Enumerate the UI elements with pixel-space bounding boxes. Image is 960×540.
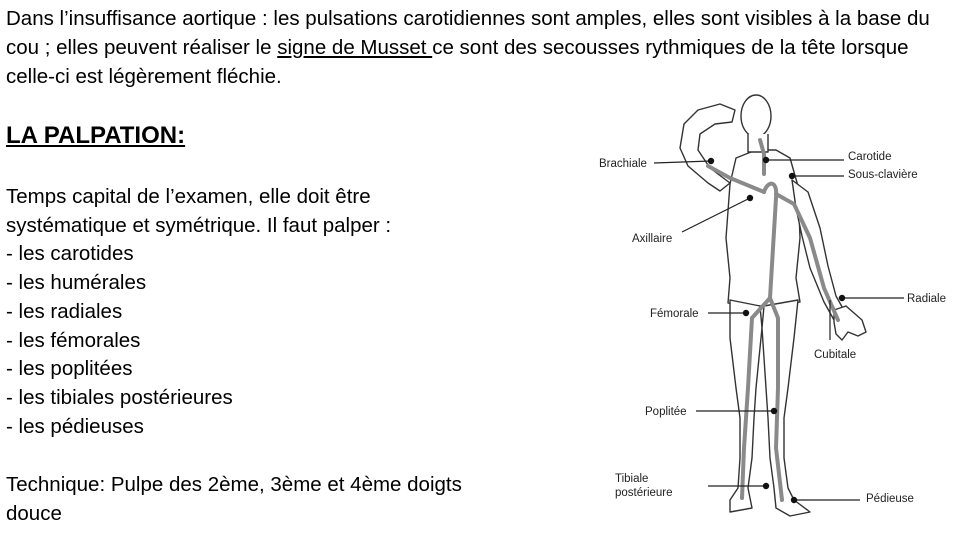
body-line: Temps capital de l’examen, elle doit être — [6, 185, 371, 208]
palpation-body — [6, 183, 476, 441]
pulse-dot-tibiale — [763, 483, 769, 489]
label-tibiale-line2: postérieure — [615, 487, 673, 499]
pulse-dot-axillaire — [747, 195, 753, 201]
list-item-tibiales: - les tibiales postérieures — [6, 385, 233, 409]
list-item-femorales: - les fémorales — [6, 328, 141, 352]
list-item-humerales: - les humérales — [6, 271, 147, 295]
musset-sign-link: signe de Musset — [277, 36, 433, 59]
list-item-poplitees: - les poplitées — [6, 357, 133, 381]
label-brachiale: Brachiale — [599, 158, 647, 170]
pulse-dot-brachiale — [708, 158, 714, 164]
neck — [748, 134, 768, 152]
label-pedieuse: Pédieuse — [866, 493, 914, 505]
label-carotide: Carotide — [848, 151, 892, 163]
intro-text-end: ce sont des secousses rythmiques de la tête lorsque celle-ci est légèrement fléchie. — [6, 36, 909, 88]
body-diagram — [580, 88, 960, 540]
label-femorale: Fémorale — [650, 308, 699, 320]
list-item-pedieuses: - les pédieuses — [6, 414, 144, 438]
head — [741, 95, 771, 137]
palpation-heading: LA PALPATION: — [6, 122, 186, 149]
label-tibiale-line1: Tibiale — [615, 473, 649, 485]
label-cubitale: Cubitale — [814, 349, 857, 361]
pulse-points-figure — [580, 88, 960, 540]
label-radiale: Radiale — [907, 293, 946, 305]
label-poplitee: Poplitée — [645, 406, 687, 418]
pulse-dot-pedieuse — [791, 497, 797, 503]
hand — [834, 306, 866, 340]
technique-text: Technique: Pulpe des 2ème, 3ème et 4ème doigts douce — [6, 473, 462, 525]
label-axillaire: Axillaire — [632, 233, 673, 245]
intro-paragraph — [6, 4, 956, 91]
list-item-radiales: - les radiales — [6, 299, 123, 323]
pulse-dot-femorale — [743, 310, 749, 316]
label-sous-claviere: Sous-clavière — [848, 169, 918, 181]
left-leg — [762, 300, 810, 516]
pulse-dot-poplitee — [771, 408, 777, 414]
pulse-dot-radiale — [839, 295, 845, 301]
list-item-carotides: - les carotides — [6, 242, 134, 266]
body-line: systématique et symétrique. Il faut palper : — [6, 213, 392, 237]
intro-text-start: Dans l’insuffisance aortique : les pulsations carotidiennes sont amples, elles sont visibles à la base du cou ; elles peuvent réaliser le — [6, 7, 930, 59]
pulse-dot-sous-claviere — [789, 173, 795, 179]
pulse-dot-carotide — [763, 157, 769, 163]
